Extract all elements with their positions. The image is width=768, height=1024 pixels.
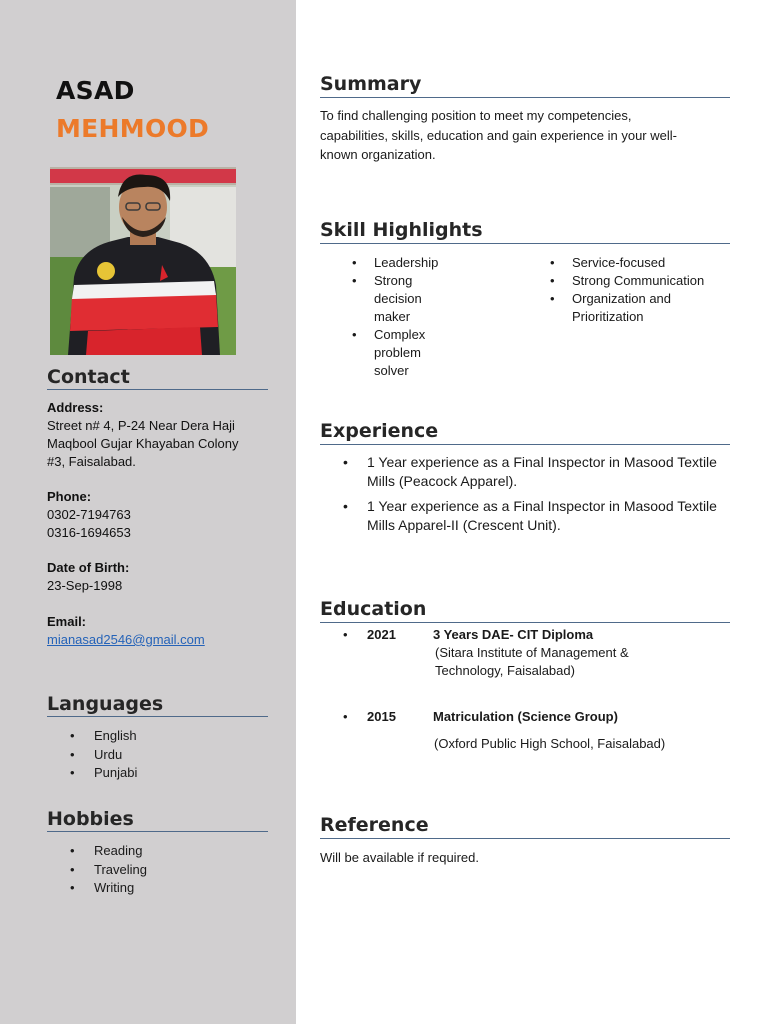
experience-item: • 1 Year experience as a Final Inspector in Masood Textile Mills Apparel-II (Crescent Unit). [343, 497, 735, 535]
education-degree: 3 Years DAE- CIT Diploma [433, 627, 594, 642]
email-label: Email: [47, 614, 87, 629]
skills-heading: Skill Highlights [320, 219, 730, 244]
phone-number: 0316-1694653 [47, 525, 131, 540]
education-heading: Education [320, 598, 730, 623]
sidebar [0, 0, 296, 1024]
list-item: • Punjabi [70, 764, 137, 783]
contact-heading: Contact [47, 366, 268, 390]
education-year: 2015 [367, 709, 396, 724]
summary-line: capabilities, skills, education and gain experience in your well- [320, 127, 677, 143]
address-line: Maqbool Gujar Khayaban Colony [47, 436, 239, 451]
skill-item: • Leadership [352, 254, 438, 272]
skill-item: • Service-focused [550, 254, 730, 272]
skill-item: • Strong decision maker [352, 272, 438, 326]
reference-heading: Reference [320, 814, 730, 839]
address-label: Address: [47, 400, 104, 415]
list-item: • Traveling [70, 861, 147, 880]
experience-heading: Experience [320, 420, 730, 445]
last-name: MEHMOOD [56, 114, 210, 143]
contact-phone [47, 488, 131, 542]
address-line: #3, Faisalabad. [47, 454, 136, 469]
list-item: • English [70, 727, 137, 746]
experience-item: • 1 Year experience as a Final Inspector in Masood Textile Mills (Peacock Apparel). [343, 453, 735, 491]
experience-list [343, 453, 735, 541]
reference-text: Will be available if required. [320, 850, 479, 865]
skill-item: • Complex problem solver [352, 326, 438, 380]
summary-text [320, 106, 730, 165]
skill-item: • Strong Communication [550, 272, 730, 290]
phone-label: Phone: [47, 489, 92, 504]
contact-email [47, 613, 205, 649]
list-item: • Writing [70, 879, 147, 898]
hobbies-list [70, 842, 147, 898]
address-line: Street n# 4, P-24 Near Dera Haji [47, 418, 235, 433]
education-degree: Matriculation (Science Group) [433, 709, 618, 724]
phone-number: 0302-7194763 [47, 507, 131, 522]
profile-photo-image [50, 167, 236, 355]
skill-item: • Organization and Prioritization [550, 290, 730, 326]
summary-line: known organization. [320, 147, 436, 162]
first-name: ASAD [56, 76, 135, 105]
skills-right-list [550, 254, 730, 326]
languages-heading: Languages [47, 693, 268, 717]
profile-photo [50, 167, 236, 355]
summary-line: To find challenging position to meet my competencies, [320, 108, 632, 123]
contact-dob [47, 559, 129, 595]
education-institution: (Oxford Public High School, Faisalabad) [434, 736, 666, 751]
list-item: • Reading [70, 842, 147, 861]
skills-left-list [352, 254, 438, 380]
contact-address [47, 399, 239, 471]
email-link[interactable]: mianasad2546@gmail.com [47, 632, 205, 647]
list-item: • Urdu [70, 746, 137, 765]
education-institution: (Sitara Institute of Management & Technology, Faisalabad) [435, 645, 629, 678]
hobbies-heading: Hobbies [47, 808, 268, 832]
dob-label: Date of Birth: [47, 560, 130, 575]
dob-value: 23-Sep-1998 [47, 578, 123, 593]
education-year: 2021 [367, 627, 396, 642]
languages-list [70, 727, 137, 783]
summary-heading: Summary [320, 73, 730, 98]
